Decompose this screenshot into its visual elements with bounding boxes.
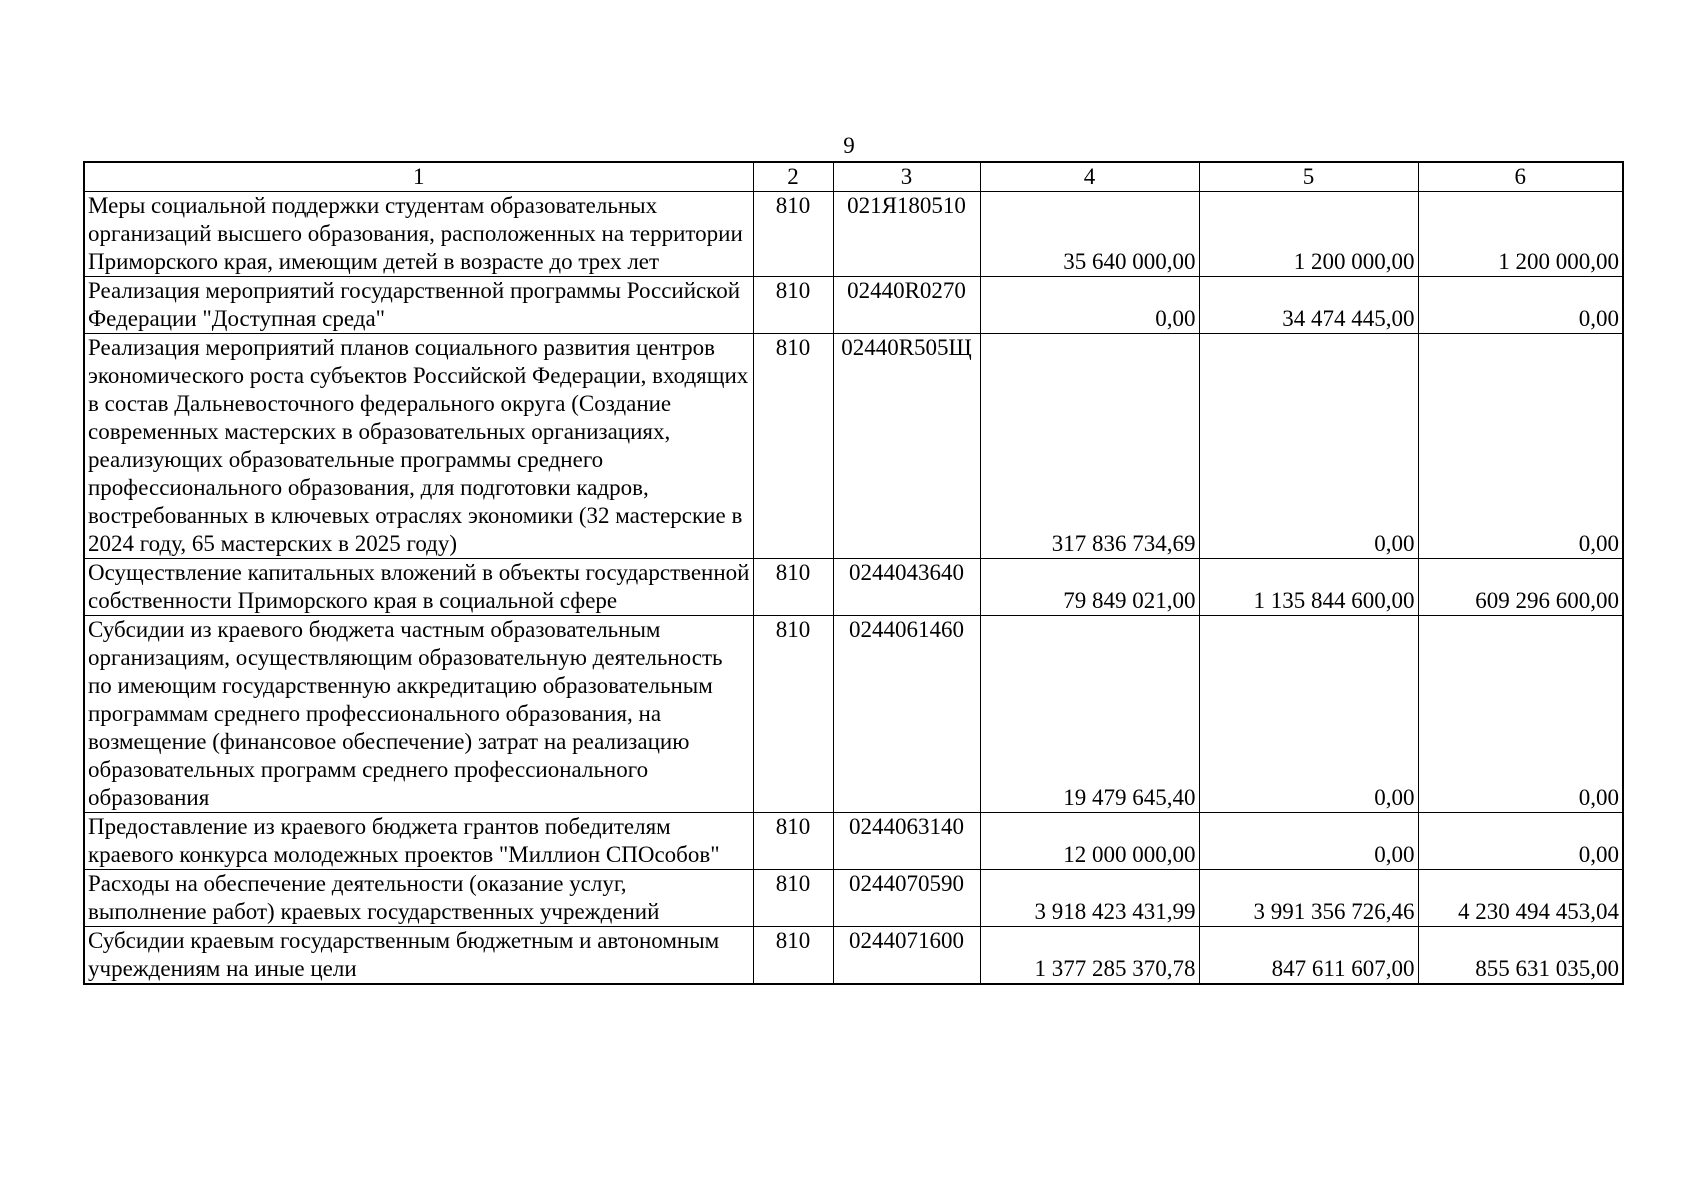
row-amount-col5: 1 200 000,00 xyxy=(1199,192,1418,277)
row-amount-col6: 609 296 600,00 xyxy=(1418,559,1623,616)
row-name: Субсидии из краевого бюджета частным образовательным организациям, осуществляющим образовательную деятельность по имеющим государственную аккредитацию образовательным программам среднего профессионального образования, на возмещение (финансовое обеспечение) затрат на реализацию образовательных программ среднего профессионального образования xyxy=(84,616,753,813)
row-name: Предоставление из краевого бюджета грантов победителям краевого конкурса молодежных проектов "Миллион СПОсобов" xyxy=(84,813,753,870)
row-target-article: 0244043640 xyxy=(833,559,980,616)
table-row xyxy=(84,277,1623,334)
row-name: Расходы на обеспечение деятельности (оказание услуг, выполнение работ) краевых государственных учреждений xyxy=(84,870,753,927)
row-code: 810 xyxy=(753,334,833,559)
row-target-article: 021Я180510 xyxy=(833,192,980,277)
row-target-article: 0244071600 xyxy=(833,927,980,985)
row-amount-col5: 1 135 844 600,00 xyxy=(1199,559,1418,616)
row-amount-col6: 0,00 xyxy=(1418,813,1623,870)
row-amount-col4: 79 849 021,00 xyxy=(980,559,1199,616)
table-row xyxy=(84,870,1623,927)
row-code: 810 xyxy=(753,870,833,927)
row-amount-col5: 0,00 xyxy=(1199,616,1418,813)
budget-table xyxy=(83,161,1624,985)
row-amount-col6: 855 631 035,00 xyxy=(1418,927,1623,985)
row-code: 810 xyxy=(753,559,833,616)
row-name: Реализация мероприятий планов социального развития центров экономического роста субъектов Российской Федерации, входящих в состав Дальневосточного федерального округа (Создание современных мастерских в образовательных организациях, реализующих образовательные программы среднего профессионального образования, для подготовки кадров, востребованных в ключевых отраслях экономики (32 мастерские в 2024 году, 65 мастерских в 2025 году) xyxy=(84,334,753,559)
row-name: Меры социальной поддержки студентам образовательных организаций высшего образования, расположенных на территории Приморского края, имеющим детей в возрасте до трех лет xyxy=(84,192,753,277)
row-code: 810 xyxy=(753,927,833,985)
row-target-article: 0244070590 xyxy=(833,870,980,927)
row-amount-col5: 34 474 445,00 xyxy=(1199,277,1418,334)
row-amount-col6: 0,00 xyxy=(1418,616,1623,813)
table-row xyxy=(84,192,1623,277)
header-cell-2: 2 xyxy=(753,162,833,192)
row-target-article: 02440R0270 xyxy=(833,277,980,334)
header-cell-6: 6 xyxy=(1418,162,1623,192)
row-amount-col6: 0,00 xyxy=(1418,334,1623,559)
row-amount-col6: 4 230 494 453,04 xyxy=(1418,870,1623,927)
row-code: 810 xyxy=(753,813,833,870)
row-amount-col6: 0,00 xyxy=(1418,277,1623,334)
table-row xyxy=(84,813,1623,870)
table-row xyxy=(84,927,1623,985)
page-number: 9 xyxy=(843,133,855,158)
row-name: Субсидии краевым государственным бюджетным и автономным учреждениям на иные цели xyxy=(84,927,753,985)
row-amount-col5: 0,00 xyxy=(1199,813,1418,870)
row-target-article: 0244063140 xyxy=(833,813,980,870)
row-code: 810 xyxy=(753,616,833,813)
row-amount-col4: 0,00 xyxy=(980,277,1199,334)
row-amount-col4: 3 918 423 431,99 xyxy=(980,870,1199,927)
row-amount-col5: 0,00 xyxy=(1199,334,1418,559)
table-row xyxy=(84,616,1623,813)
table-row xyxy=(84,559,1623,616)
row-target-article: 0244061460 xyxy=(833,616,980,813)
row-amount-col4: 12 000 000,00 xyxy=(980,813,1199,870)
row-amount-col4: 19 479 645,40 xyxy=(980,616,1199,813)
row-amount-col5: 847 611 607,00 xyxy=(1199,927,1418,985)
header-cell-4: 4 xyxy=(980,162,1199,192)
header-cell-1: 1 xyxy=(84,162,753,192)
row-code: 810 xyxy=(753,192,833,277)
table-header-row xyxy=(84,162,1623,192)
header-cell-5: 5 xyxy=(1199,162,1418,192)
row-amount-col4: 1 377 285 370,78 xyxy=(980,927,1199,985)
row-amount-col4: 35 640 000,00 xyxy=(980,192,1199,277)
table-row xyxy=(84,334,1623,559)
row-amount-col5: 3 991 356 726,46 xyxy=(1199,870,1418,927)
row-amount-col6: 1 200 000,00 xyxy=(1418,192,1623,277)
header-cell-3: 3 xyxy=(833,162,980,192)
row-name: Реализация мероприятий государственной программы Российской Федерации "Доступная среда" xyxy=(84,277,753,334)
row-amount-col4: 317 836 734,69 xyxy=(980,334,1199,559)
row-code: 810 xyxy=(753,277,833,334)
row-name: Осуществление капитальных вложений в объекты государственной собственности Приморского края в социальной сфере xyxy=(84,559,753,616)
row-target-article: 02440R505Щ xyxy=(833,334,980,559)
